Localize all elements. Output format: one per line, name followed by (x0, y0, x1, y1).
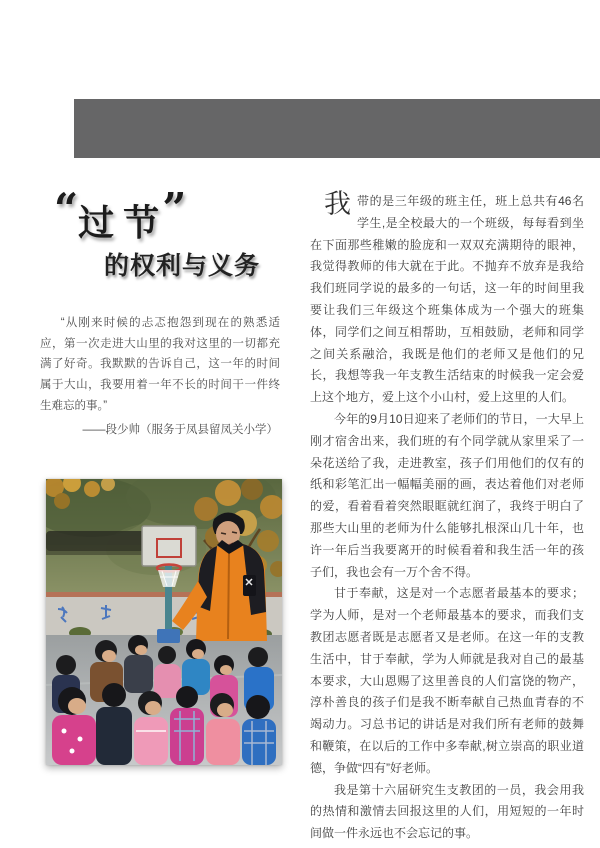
paragraph-1-text: 带的是三年级的班主任，班上总共有46名学生,是全校最大的一个班级，每每看到坐在下面那些稚嫩的脸庞和一双双充满期待的眼神，我觉得教师的伟大就在于此。不抛弃不放弃是我给我们班同学说的最多的一句话，这一年的时间里我要让我们三年级这个班集体成为一个强大的班集体，同学们之间互相帮助，互相鼓励，老师和同学之间关系融洽，我既是他们的老师又是他们的兄长，我想等我一年支教生活结束的时候我一定会爱上这个地方，爱上这个小山村，爱上这里的人们。 (310, 194, 584, 405)
title-main-text: 过节 (78, 202, 169, 244)
title-close-quote: ” (162, 184, 187, 233)
dropcap-character: 我 (324, 189, 351, 219)
article-paragraph-1 (310, 191, 584, 409)
masthead-band (74, 99, 600, 158)
pull-quote: “从刚来时候的忐忑抱怨到现在的熟悉适应，第一次走进大山里的我对这里的一切都充满了好奇。我默默的告诉自己，这一年的时间属于大山，我要用着一年不长的时间干一件终生难忘的事。” (40, 317, 280, 412)
article-paragraph-3: 甘于奉献，这是对一个志愿者最基本的要求；学为人师，是对一个老师最基本的要求，而我们支教团志愿者既是志愿者又是老师。在这一年的支教生活中，甘于奉献，学为人师就是我对自己的最基本要求，大山恩赐了这里善良的人们富饶的物产，淳朴善良的孩子们是我不断奉献自己热血青春的不竭动力。习总书记的讲话是对我们所有老师的鼓舞和鞭策，在以后的工作中多奉献,树立崇高的职业道德，争做“四有”好老师。 (310, 586, 584, 775)
quote-attribution: ——段少帅（服务于凤县留凤关小学） (82, 424, 278, 436)
playground-photo (46, 479, 282, 765)
playground-photo-illustration (46, 479, 282, 765)
article-body (310, 191, 584, 845)
title-open-quote: “ (54, 184, 79, 233)
article-paragraph-2: 今年的9月10日迎来了老师们的节日，一大早上刚才宿舍出来，我们班的有个同学就从家里采了一朵花送给了我，走进教室，孩子们用他们的仅有的纸和彩笔汇出一幅幅美丽的画，表达着他们对老师的爱，看着看着突然眼眶就红润了，我终于明白了那些大山里的老师为什么能够扎根深山几十年，也许一年后当我要离开的时候看着和我生活一年的孩子们，我也会有一万个舍不得。 (310, 411, 584, 579)
page-subtitle: 的权利与义务 (104, 252, 261, 280)
article-paragraph-4: 我是第十六届研究生支教团的一员，我会用我的热情和激情去回报这里的人们，用短短的一年时间做一件永远也不会忘记的事。 (310, 782, 584, 841)
page-title (54, 184, 186, 246)
